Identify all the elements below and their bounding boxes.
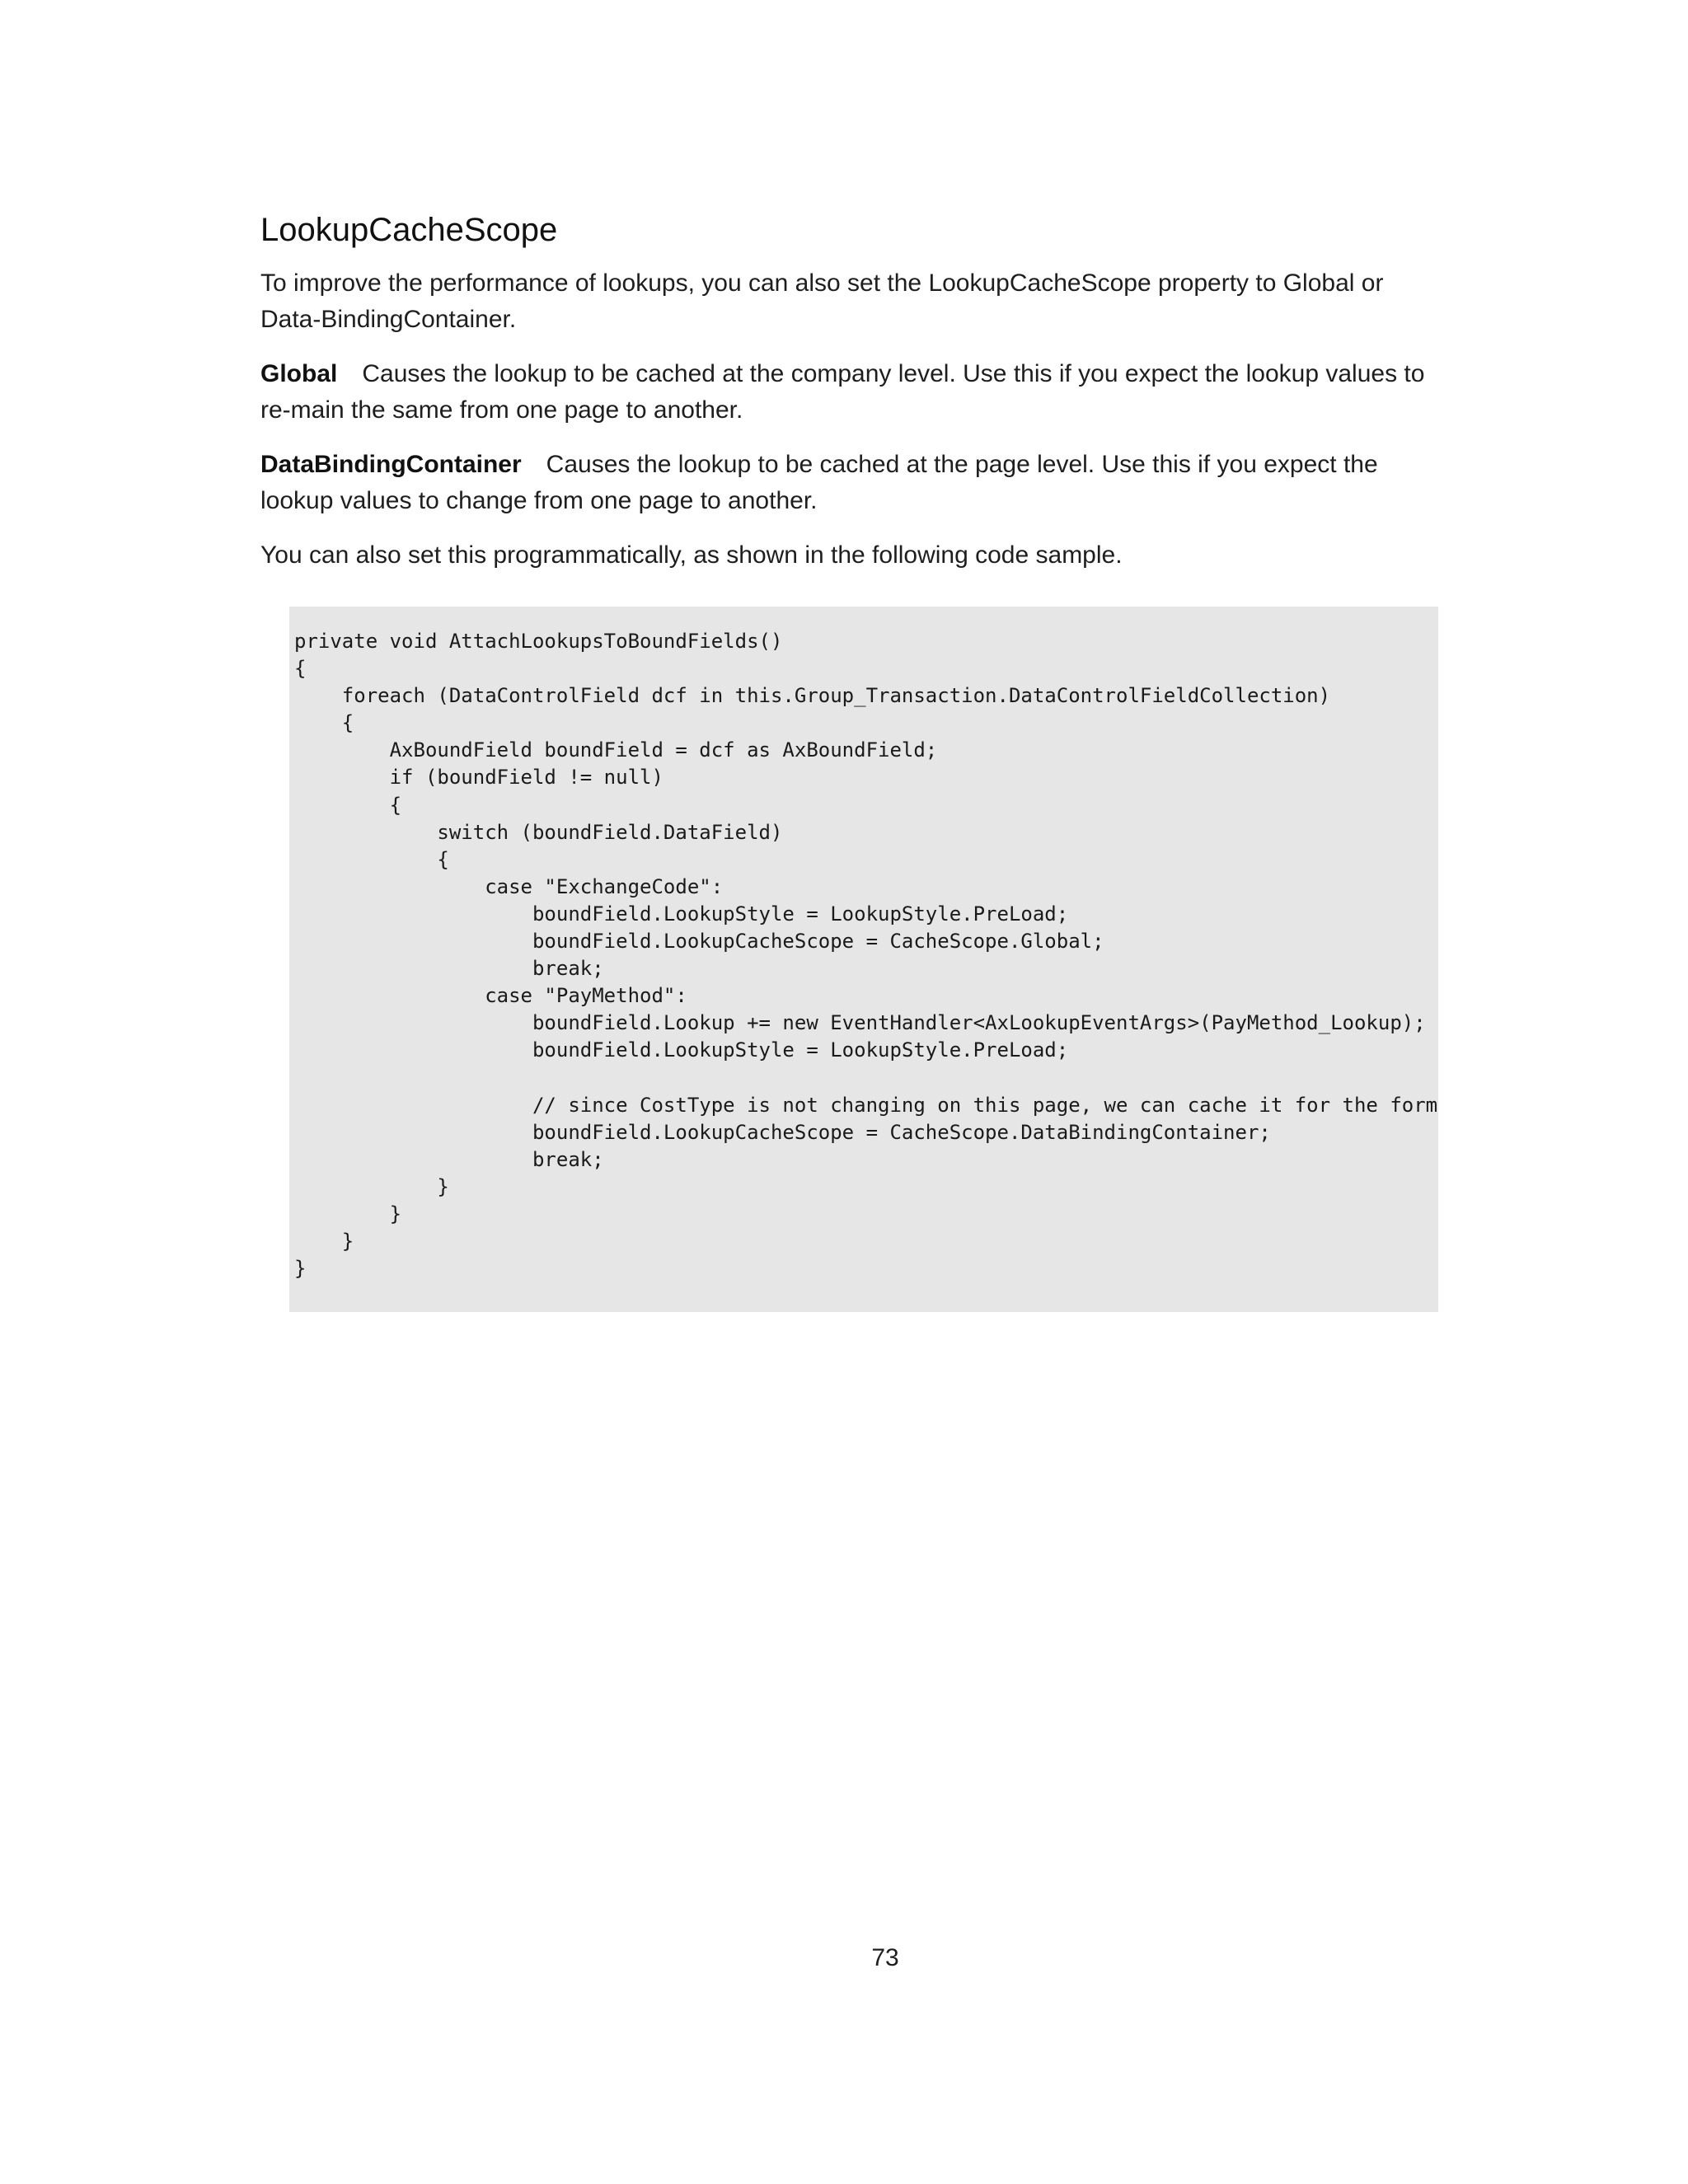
page-number: 73 <box>871 1944 899 1971</box>
definition-term: DataBindingContainer <box>260 451 522 478</box>
code-line: boundField.LookupStyle = LookupStyle.PreLoad; <box>294 902 1069 926</box>
code-line: } <box>294 1257 307 1281</box>
code-line: case "ExchangeCode": <box>294 874 724 898</box>
code-line: boundField.LookupCacheScope = CacheScope.Global; <box>294 930 1104 954</box>
section-content <box>260 206 1447 592</box>
code-line: break; <box>294 957 604 981</box>
code-line: { <box>294 847 449 871</box>
code-line: private void AttachLookupsToBoundFields() <box>294 630 783 653</box>
definition-text: Causes the lookup to be cached at the page level. Use this if you expect the lookup values to change from one page to another. <box>260 451 1378 514</box>
code-line: case "PayMethod": <box>294 984 687 1008</box>
code-line: foreach (DataControlField dcf in this.Group_Transaction.DataControlFieldCollection) <box>294 684 1331 708</box>
code-line: boundField.LookupCacheScope = CacheScope.DataBindingContainer; <box>294 1120 1271 1144</box>
code-sample <box>289 607 1438 1312</box>
code-line: break; <box>294 1147 604 1171</box>
code-line: { <box>294 793 402 817</box>
code-line: AxBoundField boundField = dcf as AxBoundField; <box>294 738 938 762</box>
code-line: } <box>294 1174 449 1198</box>
code-line: // since CostType is not changing on this page, we can cache it for the form <box>294 1093 1438 1117</box>
definition-text: Causes the lookup to be cached at the company level. Use this if you expect the lookup values to re-main the same from one page to another. <box>260 360 1425 424</box>
intro-paragraph: To improve the performance of lookups, you can also set the LookupCacheScope property to Global or Data-BindingContainer. <box>260 269 1384 333</box>
section-heading: LookupCacheScope <box>260 212 558 248</box>
code-line: { <box>294 711 354 735</box>
code-line: boundField.Lookup += new EventHandler<AxLookupEventArgs>(PayMethod_Lookup); <box>294 1011 1426 1035</box>
code-line <box>294 1065 1438 1092</box>
code-line: { <box>294 657 307 681</box>
code-line: if (boundField != null) <box>294 766 663 790</box>
code-line: } <box>294 1202 402 1226</box>
code-line: switch (boundField.DataField) <box>294 820 783 844</box>
definition-databindingcontainer <box>260 447 1447 519</box>
code-intro-paragraph: You can also set this programmatically, as shown in the following code sample. <box>260 541 1123 569</box>
definition-term: Global <box>260 360 338 387</box>
definition-global <box>260 356 1447 429</box>
code-line: } <box>294 1230 354 1254</box>
code-line: boundField.LookupStyle = LookupStyle.PreLoad; <box>294 1038 1069 1062</box>
